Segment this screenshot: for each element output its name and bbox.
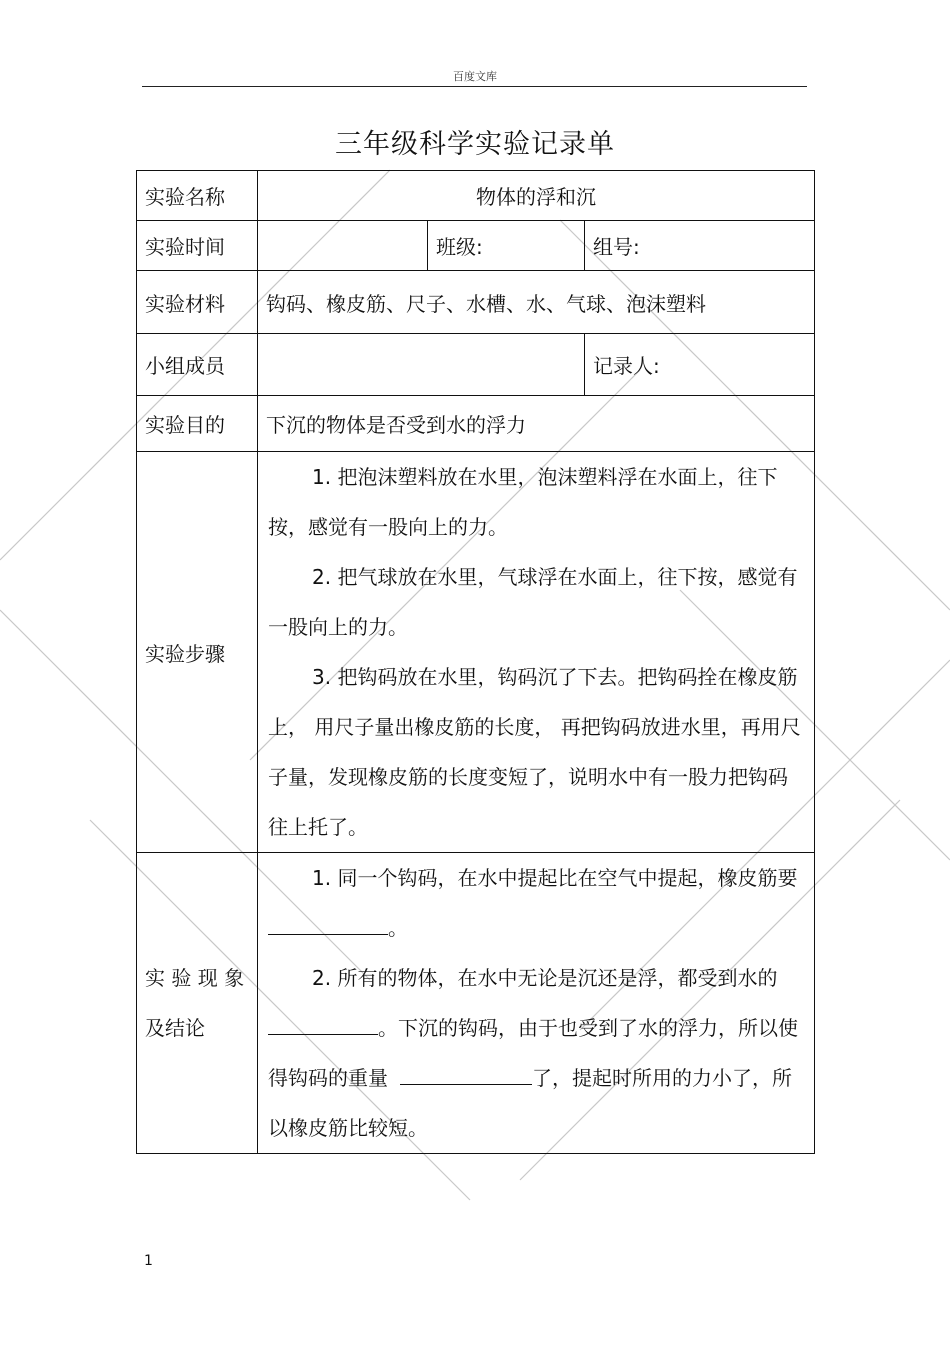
step-item: 1. 把泡沫塑料放在水里，泡沫塑料浮在水面上，往下按，感觉有一股向上的力。 bbox=[268, 465, 778, 539]
header-rule bbox=[142, 86, 807, 87]
steps-content bbox=[258, 452, 815, 853]
conclusion2-text-a: 2. 所有的物体，在水中无论是沉还是浮，都受到水的 bbox=[312, 966, 778, 990]
fill-blank[interactable] bbox=[268, 1018, 378, 1035]
group-label: 组号: bbox=[585, 221, 815, 271]
step-item: 3. 把钩码放在水里，钩码沉了下去。把钩码拴在橡皮筋上， 用尺子量出橡皮筋的长度， 再把钩码放进水里，再用尺子量，发现橡皮筋的长度变短了，说明水中有一股力把钩码往上托了。 bbox=[268, 665, 801, 839]
purpose-value: 下沉的物体是否受到水的浮力 bbox=[258, 396, 815, 452]
row-experiment-time bbox=[137, 221, 815, 271]
steps-label: 实验步骤 bbox=[137, 452, 258, 853]
members-label: 小组成员 bbox=[137, 334, 258, 396]
row-purpose bbox=[137, 396, 815, 452]
conclusion-item bbox=[268, 953, 804, 1153]
row-steps bbox=[137, 452, 815, 853]
conclusion-label bbox=[137, 853, 258, 1154]
experiment-record-table bbox=[136, 170, 815, 1154]
conclusion2-text-c: 了，提起时所用的力小了，所以橡皮筋比较短。 bbox=[268, 1066, 792, 1140]
row-members bbox=[137, 334, 815, 396]
experiment-name-value: 物体的浮和沉 bbox=[258, 171, 815, 221]
conclusion-content bbox=[258, 853, 815, 1154]
conclusion-item bbox=[268, 853, 804, 953]
experiment-time-value bbox=[258, 221, 428, 271]
experiment-name-label: 实验名称 bbox=[137, 171, 258, 221]
conclusion-label-line1: 实 验 现 象 bbox=[145, 966, 245, 990]
fill-blank[interactable] bbox=[268, 918, 388, 935]
class-label: 班级: bbox=[428, 221, 585, 271]
experiment-time-label: 实验时间 bbox=[137, 221, 258, 271]
conclusion1-end: 。 bbox=[388, 916, 408, 940]
purpose-label: 实验目的 bbox=[137, 396, 258, 452]
row-experiment-name bbox=[137, 171, 815, 221]
page-number: 1 bbox=[144, 1253, 153, 1269]
row-materials bbox=[137, 271, 815, 334]
conclusion2-text-b: 。下沉的钩码，由于也受到了水的浮力，所以使得钩码的重量 bbox=[268, 1016, 798, 1090]
row-conclusion bbox=[137, 853, 815, 1154]
page-title: 三年级科学实验记录单 bbox=[335, 129, 615, 160]
recorder-label: 记录人: bbox=[585, 334, 815, 396]
conclusion-label-line2: 及结论 bbox=[145, 1016, 205, 1040]
fill-blank[interactable] bbox=[400, 1068, 532, 1085]
members-value bbox=[258, 334, 585, 396]
conclusion1-text: 1. 同一个钩码，在水中提起比在空气中提起，橡皮筋要 bbox=[312, 866, 798, 890]
header-site-name: 百度文库 bbox=[453, 70, 497, 83]
materials-label: 实验材料 bbox=[137, 271, 258, 334]
materials-value: 钩码、橡皮筋、尺子、水槽、水、气球、泡沫塑料 bbox=[258, 271, 815, 334]
step-item: 2. 把气球放在水里，气球浮在水面上，往下按，感觉有一股向上的力。 bbox=[268, 565, 798, 639]
